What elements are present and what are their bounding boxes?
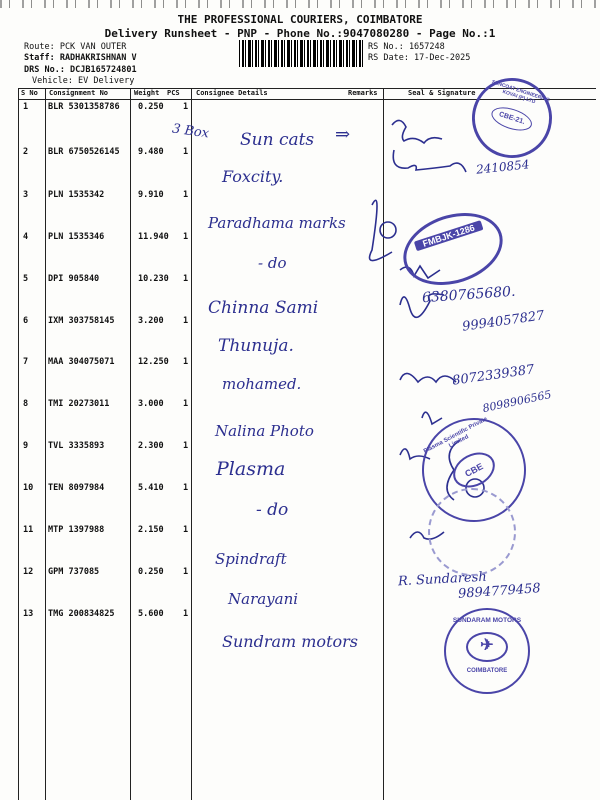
arrow-icon: ⇒ (335, 124, 351, 145)
route-label: Route: PCK VAN OUTER (24, 42, 127, 52)
col-header-weight: Weight (134, 89, 160, 97)
row-sno: 8 (23, 399, 29, 409)
seal-center-text: CBE-21. (489, 103, 535, 135)
handwritten-consignee: Chinna Sami (208, 298, 319, 318)
handwritten-phone: 9894779458 (457, 581, 542, 602)
row-sno: 10 (23, 483, 34, 493)
row-weight: 11.940 (138, 232, 169, 242)
company-title: THE PROFESSIONAL COURIERS, COIMBATORE (177, 13, 423, 26)
row-consignment: IXM 303758145 (48, 316, 115, 326)
row-consignment: BLR 5301358786 (48, 102, 120, 112)
row-pcs: 1 (183, 399, 189, 409)
handwritten-consignee: Paradhama marks (208, 214, 346, 232)
row-pcs: 1 (183, 274, 189, 284)
row-sno: 3 (23, 190, 29, 200)
row-pcs: 1 (183, 190, 189, 200)
seal-sub-text: COIMBATORE (466, 668, 508, 674)
row-sno: 11 (23, 525, 34, 535)
col-divider (45, 88, 46, 800)
col-header-sno: S No (21, 89, 38, 97)
scan-noise-top (0, 0, 600, 8)
col-header-consignee: Consignee Details (196, 89, 268, 97)
row-weight: 5.410 (138, 483, 164, 493)
row-weight: 3.000 (138, 399, 164, 409)
row-consignment: TEN 8097984 (48, 483, 105, 493)
seal-ring-text: SUNDARAM MOTORS (452, 617, 522, 624)
row-sno: 7 (23, 357, 29, 367)
handwritten-phone: 9994057827 (461, 308, 546, 335)
handwritten-phone: 8098906565 (481, 387, 553, 416)
col-header-pcs: PCS (167, 89, 180, 97)
row-weight: 10.230 (138, 274, 169, 284)
signature-row8 (400, 373, 456, 382)
row-weight: 2.150 (138, 525, 164, 535)
row-consignment: BLR 6750526145 (48, 147, 120, 157)
col-header-remarks: Remarks (348, 89, 378, 97)
handwritten-consignee: Thunuja. (218, 336, 294, 356)
handwritten-signature: R. Sundaresh (397, 569, 488, 590)
col-header-seal: Seal & Signature (408, 89, 476, 97)
row-weight: 12.250 (138, 357, 169, 367)
sundaram-motors-seal (444, 608, 530, 694)
row-consignment: PLN 1535346 (48, 232, 105, 242)
handwritten-consignee: mohamed. (222, 375, 302, 393)
row-pcs: 1 (183, 232, 189, 242)
row-pcs: 1 (183, 102, 189, 112)
row-pcs: 1 (183, 441, 189, 451)
seal-ring-text: SUNCOAT ENGINEERING KOVAI (P) LTD (490, 79, 551, 106)
row-consignment: GPM 737085 (48, 567, 100, 577)
row-sno: 5 (23, 274, 29, 284)
signature-row9 (422, 412, 442, 424)
handwritten-consignee: Nalina Photo (215, 422, 314, 440)
row-pcs: 1 (183, 147, 189, 157)
handwritten-phone: 8072339387 (451, 362, 536, 389)
staff-label: Staff: RADHAKRISHNAN V (24, 53, 137, 63)
row-sno: 6 (23, 316, 29, 326)
row-consignment: MTP 1397988 (48, 525, 105, 535)
col-divider (191, 88, 192, 800)
drs-label: DRS No.: DCJB165724801 (24, 65, 137, 75)
row-consignment: PLN 1535342 (48, 190, 105, 200)
row-consignment: DPI 905840 (48, 274, 100, 284)
row-consignment: TMI 20273011 (48, 399, 110, 409)
row-sno: 13 (23, 609, 34, 619)
seal-logo-icon: ✈ (466, 632, 508, 662)
row-consignment: MAA 304075071 (48, 357, 115, 367)
faded-seal (428, 488, 516, 576)
seal-ring-text: Plasma Scientific Private Limited (422, 416, 489, 455)
handwritten-consignee: Plasma (216, 458, 286, 480)
handwritten-consignee: Foxcity. (222, 167, 284, 186)
circle-mark (380, 222, 396, 238)
row-pcs: 1 (183, 567, 189, 577)
seal-band-text: FMBJK-1286 (414, 220, 484, 251)
rs-date: RS Date: 17-Dec-2025 (368, 53, 471, 63)
row-pcs: 1 (183, 609, 189, 619)
row-weight: 2.300 (138, 441, 164, 451)
row-consignment: TMG 200834825 (48, 609, 115, 619)
col-divider (18, 88, 19, 800)
handwritten-phone: 2410854 (475, 157, 531, 177)
row-pcs: 1 (183, 316, 189, 326)
row-weight: 0.250 (138, 567, 164, 577)
vehicle-label: Vehicle: EV Delivery (32, 76, 135, 86)
row-sno: 9 (23, 441, 29, 451)
row-weight: 9.910 (138, 190, 164, 200)
handwritten-consignee: Sundram motors (222, 632, 358, 651)
row-pcs: 1 (183, 357, 189, 367)
handwritten-consignee: Sun cats (240, 130, 315, 150)
handwritten-consignee: Narayani (228, 590, 299, 608)
handwritten-consignee: Spindraft (215, 550, 287, 568)
row-consignment: TVL 3335893 (48, 441, 105, 451)
rs-number: RS No.: 1657248 (368, 42, 445, 52)
signature-row1 (392, 120, 442, 143)
row-weight: 9.480 (138, 147, 164, 157)
handwritten-box-note: 3 Box (171, 121, 210, 142)
barcode (239, 40, 363, 67)
row-weight: 3.200 (138, 316, 164, 326)
col-divider (130, 88, 131, 800)
runsheet-title: Delivery Runsheet - PNP - Phone No.:9047080280 - Page No.:1 (104, 27, 496, 40)
row-sno: 12 (23, 567, 34, 577)
row-pcs: 1 (183, 483, 189, 493)
row-weight: 5.600 (138, 609, 164, 619)
handwritten-consignee: - do (258, 254, 287, 272)
row-sno: 1 (23, 102, 29, 112)
row-sno: 4 (23, 232, 29, 242)
handwritten-consignee: - do (256, 500, 289, 520)
col-header-consignment: Consignment No (49, 89, 109, 97)
handwritten-phone: 6380765680. (421, 283, 516, 307)
row-pcs: 1 (183, 525, 189, 535)
signature-row2 (393, 150, 466, 172)
seal-center-text: CBE (447, 446, 501, 495)
row-sno: 2 (23, 147, 29, 157)
row-weight: 0.250 (138, 102, 164, 112)
